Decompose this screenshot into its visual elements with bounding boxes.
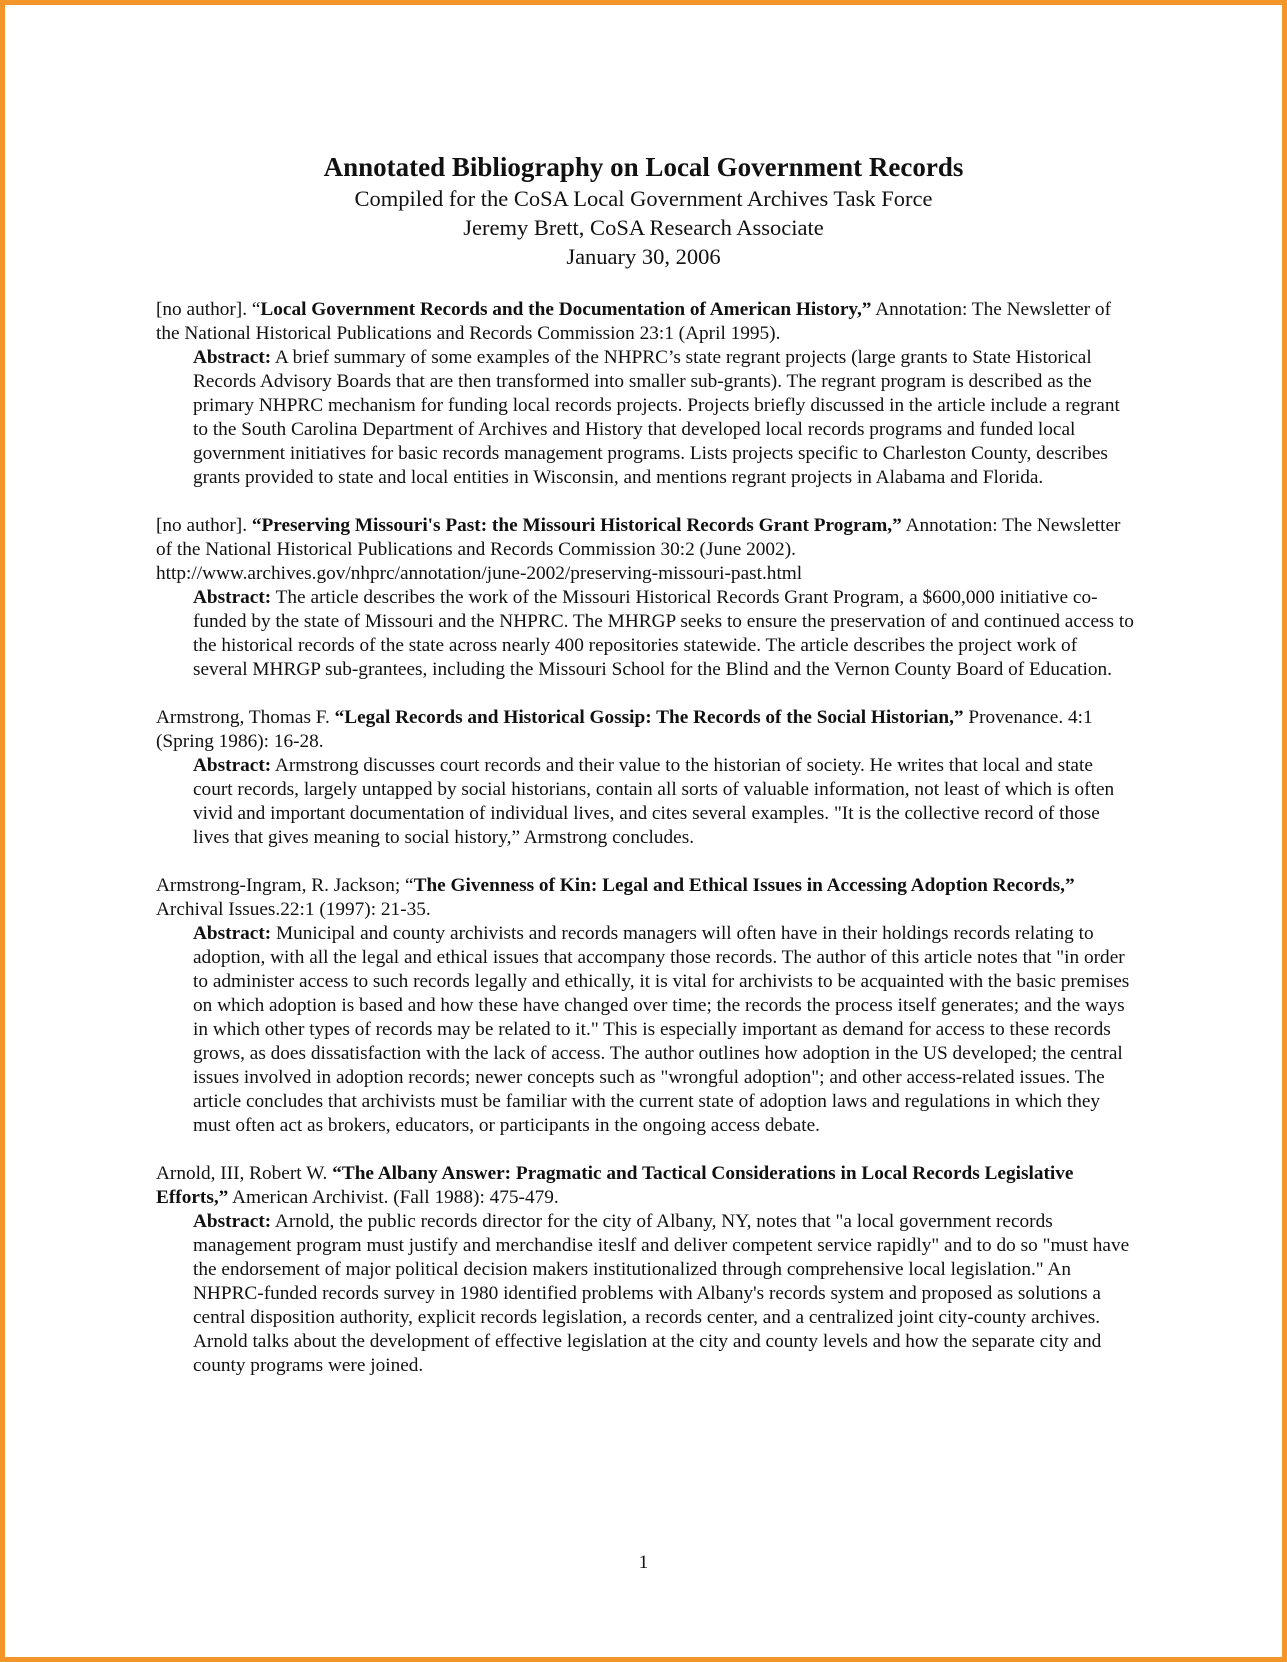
citation [156, 514, 1136, 586]
abstract [193, 346, 1136, 490]
document-header [0, 150, 1287, 271]
citation [156, 1162, 1136, 1210]
abstract-text: Arnold, the public records director for the city of Albany, NY, notes that "a local government records management program must justify and merchandise iteslf and deliver competent service rapidly" and to do so "must have the endorsement of major political decision makers institutionalized through comprehensive local legislation." An NHPRC-funded records survey in 1980 identified problems with Albany's records system and proposed as solutions a central disposition authority, explicit records legislation, a records center, and a centralized joint city-county archives. Arnold talks about the development of effective legislation at the city and county levels and how the separate city and county programs were joined. [193, 1211, 1130, 1376]
citation-source: Archival Issues.22:1 (1997): 21-35. [156, 899, 431, 920]
abstract-text: The article describes the work of the Missouri Historical Records Grant Program, a $600,000 initiative co-funded by the state of Missouri and the NHPRC. The MHRGP seeks to ensure the preservation of and continued access to the historical records of the state across nearly 400 repositories statewide. The article describes the project work of several MHRGP sub-grantees, including the Missouri School for the Blind and the Vernon County Board of Education. [193, 587, 1134, 680]
abstract-label: Abstract: [193, 923, 272, 944]
bibliography-entry [156, 298, 1136, 490]
citation [156, 706, 1136, 754]
page-number: 1 [638, 1552, 649, 1573]
abstract [193, 922, 1136, 1138]
abstract-label: Abstract: [193, 1211, 272, 1232]
bibliography-list [156, 298, 1136, 1402]
abstract-text: A brief summary of some examples of the NHPRC’s state regrant projects (large grants to State Historical Records Advisory Boards that are then transformed into smaller sub-grants). The regrant program is described as the primary NHPRC mechanism for funding local records projects. Projects briefly discussed in the article include a regrant to the South Carolina Department of Archives and History that developed local records programs and funded local government initiatives for basic records management programs. Lists projects specific to Charleston County, describes grants provided to state and local entities in Wisconsin, and mentions regrant projects in Alabama and Florida. [193, 347, 1120, 488]
bibliography-entry [156, 874, 1136, 1138]
abstract [193, 754, 1136, 850]
citation [156, 298, 1136, 346]
citation-source: American Archivist. (Fall 1988): 475-479. [228, 1187, 559, 1208]
citation-source: Annotation: The Newsletter of the National Historical Publications and Records Commission 23:1 (April 1995). [156, 299, 1111, 344]
document-author: Jeremy Brett, CoSA Research Associate [463, 215, 824, 240]
abstract-text: Armstrong discusses court records and their value to the historian of society. He writes that local and state court records, largely untapped by social historians, contain all sorts of valuable information, not least of which is often vivid and important documentation of individual lives, and cites several examples. "It is the collective record of those lives that gives meaning to social history,” Armstrong concludes. [193, 755, 1115, 848]
citation-author: Armstrong, Thomas F. [156, 707, 335, 728]
document-title: Annotated Bibliography on Local Government Records [323, 152, 964, 182]
abstract [193, 586, 1136, 682]
abstract-label: Abstract: [193, 587, 272, 608]
citation-title: “The Albany Answer: Pragmatic and Tactical Considerations in Local Records Legislative Efforts,” [156, 1163, 1074, 1208]
citation-source: Provenance. 4:1 (Spring 1986): 16-28. [156, 707, 1093, 752]
abstract-text: Municipal and county archivists and records managers will often have in their holdings records relating to adoption, with all the legal and ethical issues that accompany those records. The author of this article notes that "in order to administer access to such records legally and ethically, it is vital for archivists to be acquainted with the basic premises on which adoption is based and how these have changed over time; the records the process itself generates; and the ways in which other types of records may be related to it." This is especially important as demand for access to these records grows, as does dissatisfaction with the lack of access. The author outlines how adoption in the US developed; the central issues involved in adoption records; newer concepts such as "wrongful adoption"; and other access-related issues. The article concludes that archivists must be familiar with the current state of adoption laws and regulations in which they must often act as brokers, educators, or participants in the ongoing access debate. [193, 923, 1130, 1136]
citation [156, 874, 1136, 922]
bibliography-entry [156, 706, 1136, 850]
citation-source: Annotation: The Newsletter of the National Historical Publications and Records Commission 30:2 (June 2002). http://www.archives.gov/nhprc/annotation/june-2002/preserving-missouri-past.html [156, 515, 1121, 584]
citation-title: Local Government Records and the Documentation of American History,” [260, 299, 872, 320]
document-date: January 30, 2006 [566, 244, 721, 269]
bibliography-entry [156, 1162, 1136, 1378]
abstract-label: Abstract: [193, 755, 272, 776]
citation-title: The Givenness of Kin: Legal and Ethical Issues in Accessing Adoption Records,” [413, 875, 1075, 896]
citation-title: “Preserving Missouri's Past: the Missouri Historical Records Grant Program,” [251, 515, 902, 536]
citation-author: Arnold, III, Robert W. [156, 1163, 333, 1184]
citation-author: [no author]. “ [156, 299, 261, 320]
citation-author: Armstrong-Ingram, R. Jackson; “ [156, 875, 414, 896]
abstract [193, 1210, 1136, 1378]
abstract-label: Abstract: [193, 347, 272, 368]
document-subtitle: Compiled for the CoSA Local Government Archives Task Force [354, 186, 933, 211]
citation-title: “Legal Records and Historical Gossip: The Records of the Social Historian,” [334, 707, 964, 728]
citation-author: [no author]. [156, 515, 252, 536]
bibliography-entry [156, 514, 1136, 682]
